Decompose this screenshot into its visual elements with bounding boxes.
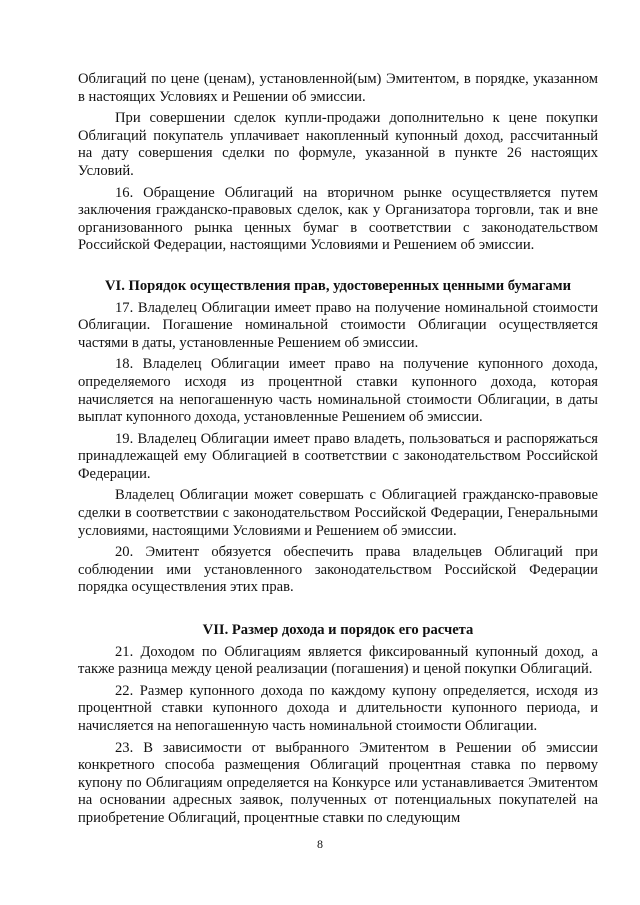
paragraph-17: 17. Владелец Облигации имеет право на получение номинальной стоимости Облигации. Погашение номинальной стоимости Облигации осуществляется частями в даты, установленные Решением об эмиссии.	[78, 299, 598, 351]
section-heading-vii: VII. Размер дохода и порядок его расчета	[202, 622, 474, 639]
page-number: 8	[317, 837, 323, 851]
paragraph-continuation: Облигаций по цене (ценам), установленной(ым) Эмитентом, в порядке, указанном в настоящих Условиях и Решении об эмиссии.	[78, 71, 598, 105]
paragraph-accrued-coupon: При совершении сделок купли-продажи дополнительно к цене покупки Облигаций покупатель уплачивает накопленный купонный доход, рассчитанный на дату совершения сделки по формуле, указанной в пункте 26 настоящих Условий.	[78, 110, 598, 179]
document-body	[78, 71, 598, 828]
paragraph-19-continued: Владелец Облигации может совершать с Облигацией гражданско-правовые сделки в соответствии с законодательством Российской Федерации, Генеральными условиями, настоящими Условиями и Решением об эмиссии.	[78, 487, 598, 539]
paragraph-18: 18. Владелец Облигации имеет право на получение купонного дохода, определяемого исходя из процентной ставки купонного дохода, которая начисляется на непогашенную часть номинальной стоимости Облигации, в даты выплат купонного дохода, установленные Решением об эмиссии.	[78, 356, 598, 426]
section-heading-vi: VI. Порядок осуществления прав, удостоверенных ценными бумагами	[104, 277, 572, 294]
paragraph-20: 20. Эмитент обязуется обеспечить права владельцев Облигаций при соблюдении ими установленного законодательством Российской Федерации порядка осуществления этих прав.	[78, 544, 598, 596]
paragraph-21: 21. Доходом по Облигациям является фиксированный купонный доход, а также разница между ценой реализации (погашения) и ценой покупки Облигаций.	[78, 643, 598, 678]
paragraph-23: 23. В зависимости от выбранного Эмитентом в Решении об эмиссии конкретного способа размещения Облигаций процентная ставка по первому купону по Облигациям определяется на Конкурсе или устанавливается Эмитентом на основании адресных заявок, полученных от потенциальных покупателей на приобретение Облигаций, процентные ставки по следующим	[78, 739, 598, 826]
paragraph-22: 22. Размер купонного дохода по каждому купону определяется, исходя из процентной ставки купонного дохода и длительности купонного периода, и начисляется на непогашенную часть номинальной стоимости Облигации.	[78, 682, 598, 734]
paragraph-16: 16. Обращение Облигаций на вторичном рынке осуществляется путем заключения гражданско-правовых сделок, как у Организатора торговли, так и вне организованного рынка ценных бумаг в соответствии с законодательством Российской Федерации, настоящими Условиями и Решением об эмиссии.	[78, 184, 598, 254]
paragraph-19: 19. Владелец Облигации имеет право владеть, пользоваться и распоряжаться принадлежащей ему Облигацией в соответствии с законодательством Российской Федерации.	[78, 430, 598, 482]
